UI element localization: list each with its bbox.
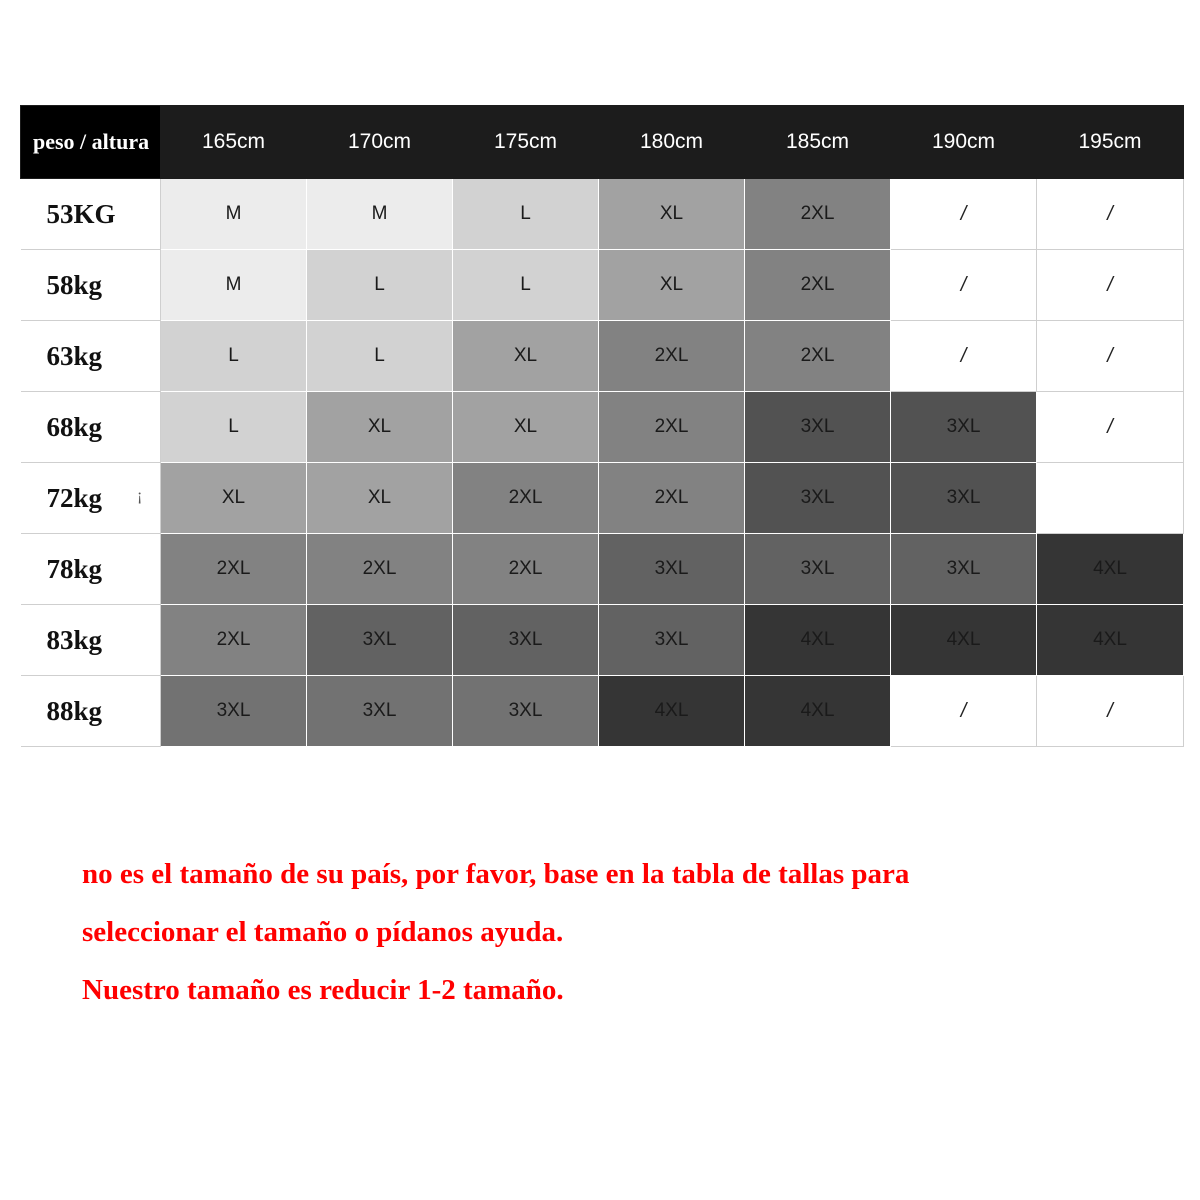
size-cell: 3XL xyxy=(745,463,891,534)
size-cell: M xyxy=(307,179,453,250)
table-row xyxy=(21,605,1184,676)
size-cell: 4XL xyxy=(1037,534,1184,605)
size-cell: XL xyxy=(307,463,453,534)
size-cell: XL xyxy=(599,250,745,321)
size-notice xyxy=(82,845,1142,1019)
size-cell: 2XL xyxy=(161,605,307,676)
size-cell: / xyxy=(891,250,1037,321)
column-header-height: 190cm xyxy=(891,106,1037,179)
size-cell: 2XL xyxy=(745,250,891,321)
row-header-weight: 78kg xyxy=(21,534,161,605)
size-cell: L xyxy=(161,321,307,392)
size-cell: 2XL xyxy=(161,534,307,605)
size-cell: 3XL xyxy=(891,463,1037,534)
size-cell: / xyxy=(891,321,1037,392)
table-row xyxy=(21,250,1184,321)
row-header-weight: 68kg xyxy=(21,392,161,463)
size-cell: 4XL xyxy=(1037,605,1184,676)
size-cell: L xyxy=(307,321,453,392)
table-row xyxy=(21,676,1184,747)
size-cell: 3XL xyxy=(891,534,1037,605)
row-header-weight: 88kg xyxy=(21,676,161,747)
size-cell: 2XL xyxy=(745,179,891,250)
row-header-weight: 63kg xyxy=(21,321,161,392)
size-cell: / xyxy=(1037,179,1184,250)
size-cell: L xyxy=(307,250,453,321)
size-cell: 4XL xyxy=(745,605,891,676)
size-cell: 2XL xyxy=(453,534,599,605)
size-cell: 3XL xyxy=(599,534,745,605)
size-chart-body xyxy=(21,106,1184,747)
table-row xyxy=(21,392,1184,463)
column-header-height: 195cm xyxy=(1037,106,1184,179)
size-cell: XL xyxy=(599,179,745,250)
size-cell: 2XL xyxy=(599,463,745,534)
size-cell: / xyxy=(1037,250,1184,321)
size-cell: 3XL xyxy=(453,605,599,676)
size-cell: 3XL xyxy=(745,534,891,605)
size-cell: L xyxy=(453,250,599,321)
size-cell: / xyxy=(891,179,1037,250)
size-cell xyxy=(1037,463,1184,534)
notice-line: seleccionar el tamaño o pídanos ayuda. xyxy=(82,916,564,948)
row-header-weight: 53KG xyxy=(21,179,161,250)
size-cell: 3XL xyxy=(891,392,1037,463)
tick-mark: ¡ xyxy=(137,487,143,504)
column-header-height: 180cm xyxy=(599,106,745,179)
size-cell: 4XL xyxy=(599,676,745,747)
size-cell: M xyxy=(161,250,307,321)
header-corner-label: peso / altura xyxy=(21,106,161,179)
size-cell: / xyxy=(891,676,1037,747)
table-row xyxy=(21,321,1184,392)
size-cell: 2XL xyxy=(453,463,599,534)
size-cell: / xyxy=(1037,392,1184,463)
size-cell: 3XL xyxy=(599,605,745,676)
size-cell: XL xyxy=(453,321,599,392)
table-row xyxy=(21,463,1184,534)
size-cell: 4XL xyxy=(891,605,1037,676)
size-cell: 3XL xyxy=(307,605,453,676)
column-header-height: 175cm xyxy=(453,106,599,179)
row-header-weight: 58kg xyxy=(21,250,161,321)
size-cell: 3XL xyxy=(453,676,599,747)
size-cell: 2XL xyxy=(599,321,745,392)
size-cell: / xyxy=(1037,676,1184,747)
size-cell: 2XL xyxy=(307,534,453,605)
size-cell: XL xyxy=(161,463,307,534)
column-header-height: 170cm xyxy=(307,106,453,179)
notice-line: no es el tamaño de su país, por favor, base en la tabla de tallas para xyxy=(82,858,910,890)
size-cell: L xyxy=(161,392,307,463)
size-chart-table xyxy=(20,105,1184,747)
table-row xyxy=(21,179,1184,250)
size-cell: 4XL xyxy=(745,676,891,747)
notice-line: Nuestro tamaño es reducir 1-2 tamaño. xyxy=(82,974,564,1006)
row-header-weight: 83kg xyxy=(21,605,161,676)
size-cell: 2XL xyxy=(599,392,745,463)
size-cell: M xyxy=(161,179,307,250)
size-cell: 3XL xyxy=(307,676,453,747)
size-cell: 2XL xyxy=(745,321,891,392)
size-cell: 3XL xyxy=(745,392,891,463)
table-header-row xyxy=(21,106,1184,179)
row-header-weight: 72kg xyxy=(21,463,161,534)
table-row xyxy=(21,534,1184,605)
column-header-height: 165cm xyxy=(161,106,307,179)
size-cell: XL xyxy=(453,392,599,463)
size-cell: L xyxy=(453,179,599,250)
column-header-height: 185cm xyxy=(745,106,891,179)
size-cell: XL xyxy=(307,392,453,463)
size-cell: / xyxy=(1037,321,1184,392)
size-cell: 3XL xyxy=(161,676,307,747)
